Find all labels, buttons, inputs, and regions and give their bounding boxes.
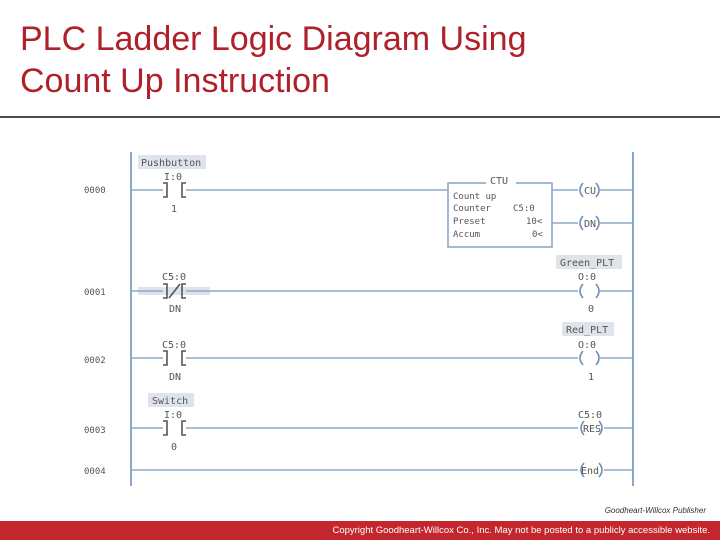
contact-address: C5:0 <box>162 272 187 283</box>
red-plt-tag: Red_PLT <box>566 325 609 336</box>
rung-number-0002: 0002 <box>84 356 106 366</box>
contact-address: I:0 <box>164 172 183 183</box>
rung-number-0000: 0000 <box>84 186 106 196</box>
contact-address: I:0 <box>164 410 183 421</box>
cu-label: CU <box>584 186 597 197</box>
ctu-title: CTU <box>490 176 509 187</box>
normally-open-contact <box>163 351 186 365</box>
contact-bit: DN <box>169 304 182 315</box>
red-plt-output-coil <box>580 351 599 365</box>
green-plt-tag: Green_PLT <box>560 258 615 269</box>
pushbutton-tag: Pushbutton <box>141 158 202 169</box>
contact-bit: 0 <box>171 442 178 453</box>
ctu-accum-value: 0< <box>532 230 543 240</box>
rung-number-0004: 0004 <box>84 467 106 477</box>
normally-open-contact <box>163 421 186 435</box>
output-address: O:0 <box>578 340 597 351</box>
rung-number-0001: 0001 <box>84 288 106 298</box>
contact-address: C5:0 <box>162 340 187 351</box>
title-line-2: Count Up Instruction <box>20 62 330 100</box>
dn-label: DN <box>584 219 597 230</box>
switch-tag: Switch <box>152 396 189 407</box>
copyright-notice: Copyright Goodheart-Willcox Co., Inc. May not be posted to a publicly accessible website. <box>332 525 710 536</box>
end-label: End <box>581 466 600 477</box>
rung-number-0003: 0003 <box>84 426 106 436</box>
contact-bit: DN <box>169 372 182 383</box>
output-bit: 1 <box>588 372 595 383</box>
normally-open-contact <box>163 183 186 197</box>
normally-closed-contact <box>163 284 186 298</box>
ctu-counter-value: C5:0 <box>513 204 535 214</box>
ctu-counter-label: Counter <box>453 204 491 214</box>
output-address: C5:0 <box>578 410 603 421</box>
ctu-preset-value: 10< <box>526 217 543 227</box>
title-line-1: PLC Ladder Logic Diagram Using <box>20 20 527 58</box>
contact-bit: 1 <box>171 204 178 215</box>
output-address: O:0 <box>578 272 597 283</box>
ctu-preset-label: Preset <box>453 217 486 227</box>
footer-bar <box>0 521 720 540</box>
publisher-credit: Goodheart-Willcox Publisher <box>604 506 706 515</box>
output-bit: 0 <box>588 304 595 315</box>
ctu-count-up-label: Count up <box>453 192 497 202</box>
ctu-accum-label: Accum <box>453 230 481 240</box>
green-plt-output-coil <box>580 284 599 298</box>
reset-label: RES <box>583 424 602 435</box>
